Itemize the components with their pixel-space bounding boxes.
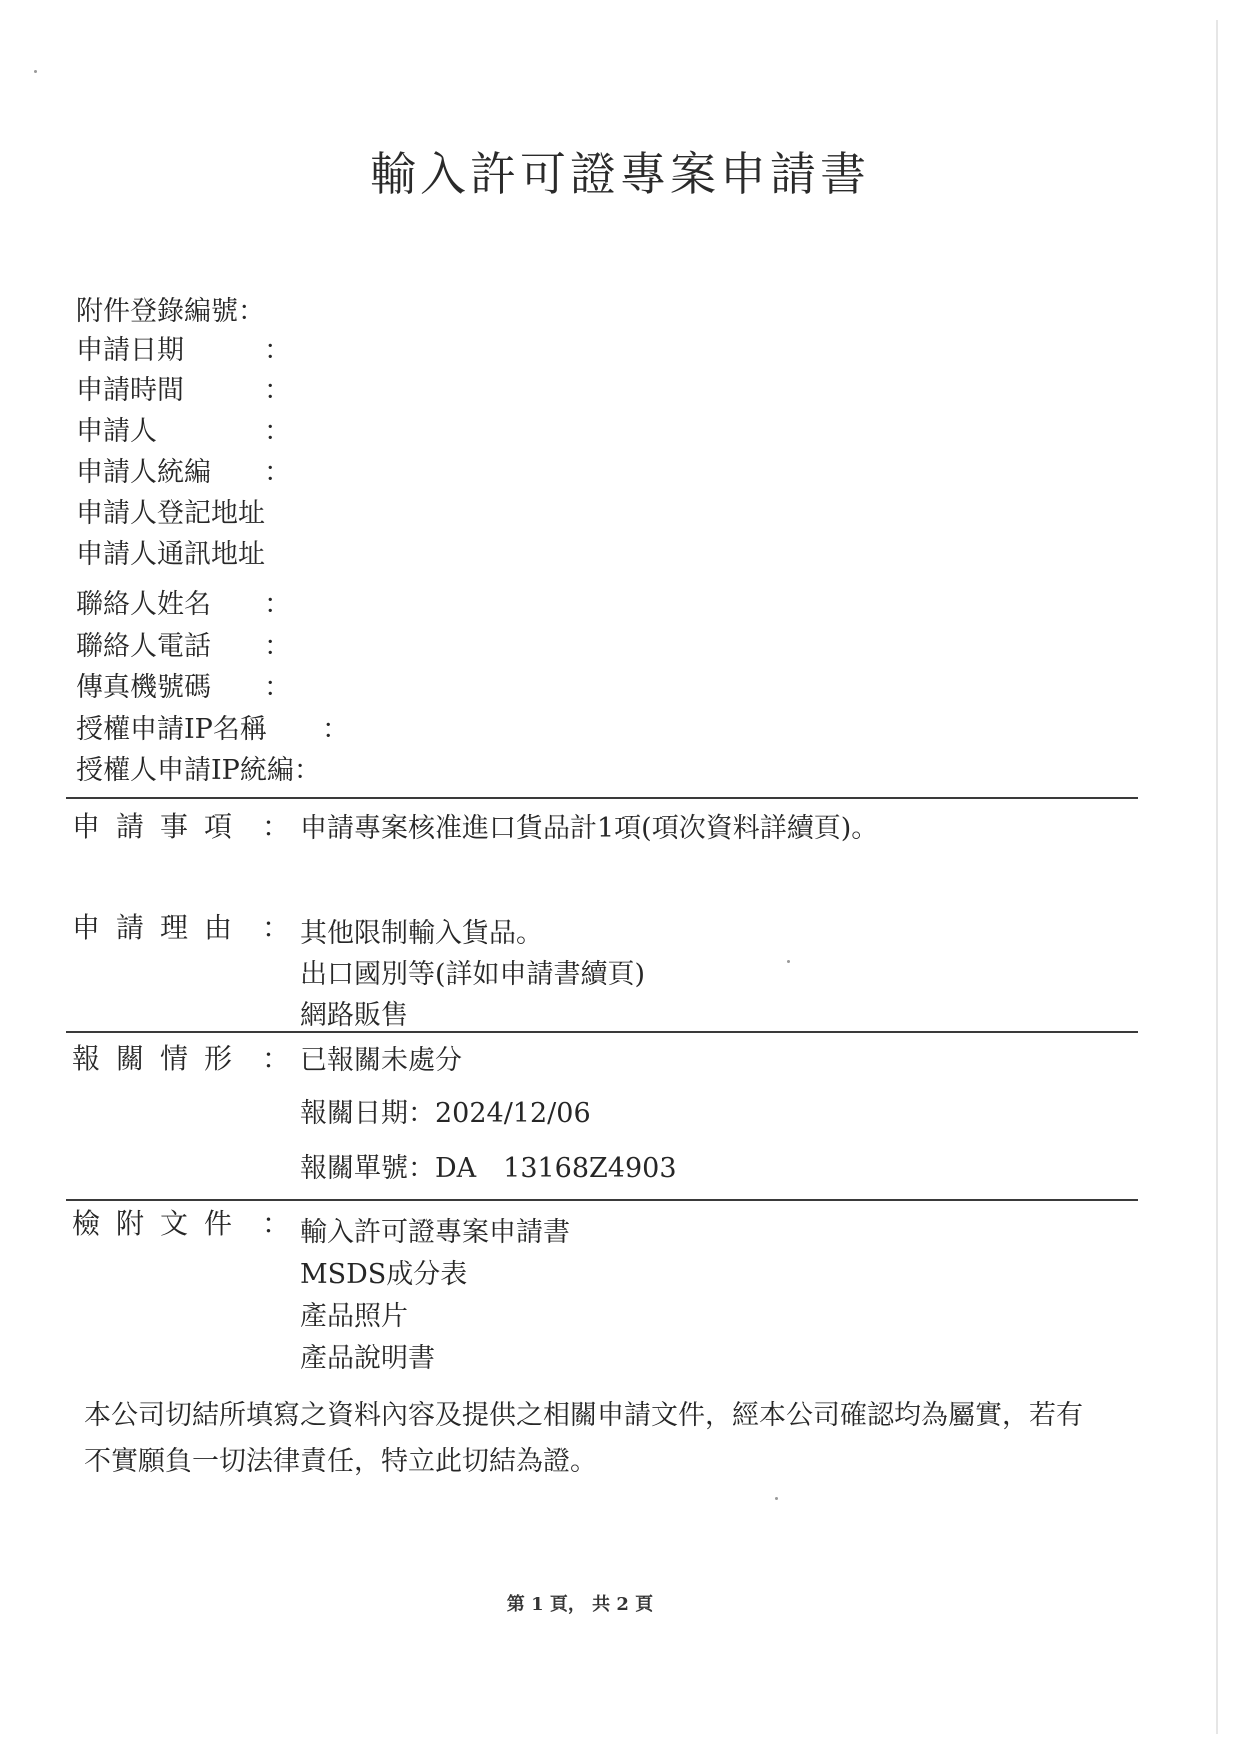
field-colon: ： [322,714,349,745]
application-reason-line: 網路販售 [300,1000,408,1031]
attachment-item: 輸入許可證專案申請書 [300,1217,570,1248]
field-label: 傳真機號碼 [76,672,211,703]
application-reason-line: 出口國別等(詳如申請書續頁) [300,959,646,990]
field-applicant-mailing-address [76,532,265,571]
field-label: 申請人登記地址 [76,498,265,529]
field-applicant-tax-id [76,450,291,489]
field-label: 申請人統編 [76,457,211,488]
field-authorized-ip-name [76,707,349,746]
section-colon: ： [262,911,291,944]
section-divider [66,1199,1138,1201]
field-contact-phone [76,624,291,663]
field-colon: ： [264,335,291,366]
field-application-time [76,368,291,407]
field-colon: ： [264,457,291,488]
field-colon: ： [264,631,291,662]
scan-speck [775,1497,778,1500]
section-divider [66,797,1138,799]
section-colon: ： [262,1042,291,1075]
customs-status-label: 報關情形 [72,1042,249,1075]
application-reason-label: 申請理由 [72,911,249,944]
field-label: 申請人通訊地址 [76,539,265,570]
section-divider [66,1031,1138,1033]
field-label: 聯絡人姓名 [76,589,211,620]
page-edge-shadow [1216,20,1218,1734]
application-item-label: 申請事項 [72,810,249,843]
customs-date: 報關日期：2024/12/06 [300,1098,591,1129]
field-fax-number [76,665,291,704]
field-colon: ： [238,296,265,327]
field-contact-name [76,582,291,621]
page-number: 第 1 頁， 共 2 頁 [506,1594,654,1615]
field-label: 授權人申請IP統編 [76,755,294,786]
attachment-item: 產品說明書 [300,1343,435,1374]
application-item-text: 申請專案核准進口貨品計1項(項次資料詳續頁)。 [300,813,879,844]
field-colon: ： [264,672,291,703]
customs-status-text: 已報關未處分 [300,1045,462,1076]
declaration-statement: 本公司切結所填寫之資料內容及提供之相關申請文件，經本公司確認均為屬實，若有不實願負一切法律責任，特立此切結為證。 [84,1400,1083,1477]
section-colon: ： [262,1207,291,1240]
field-label: 申請人 [76,416,157,447]
field-application-date [76,328,291,367]
field-colon: ： [264,589,291,620]
field-colon: ： [264,375,291,406]
scan-speck [787,960,790,963]
application-reason-line: 其他限制輸入貨品。 [300,918,543,949]
field-label: 申請日期 [76,335,184,366]
scan-speck [34,70,37,73]
field-label: 申請時間 [76,375,184,406]
field-label: 授權申請IP名稱 [76,714,267,745]
section-colon: ： [262,810,291,843]
field-applicant [76,409,291,448]
field-label: 附件登錄編號 [76,296,238,327]
attachments-label: 檢附文件 [72,1207,249,1240]
field-attachment-number [76,289,265,328]
field-colon: ： [293,755,321,786]
field-colon: ： [264,416,291,447]
field-applicant-registered-address [76,491,265,530]
attachment-item: MSDS成分表 [300,1259,468,1290]
field-authorized-ip-tax-id [76,748,321,787]
document-title: 輸入許可證專案申請書 [370,147,870,201]
field-label: 聯絡人電話 [76,631,211,662]
customs-declaration-number: 報關單號：DA 13168Z4903 [300,1153,677,1184]
attachment-item: 產品照片 [300,1301,408,1332]
